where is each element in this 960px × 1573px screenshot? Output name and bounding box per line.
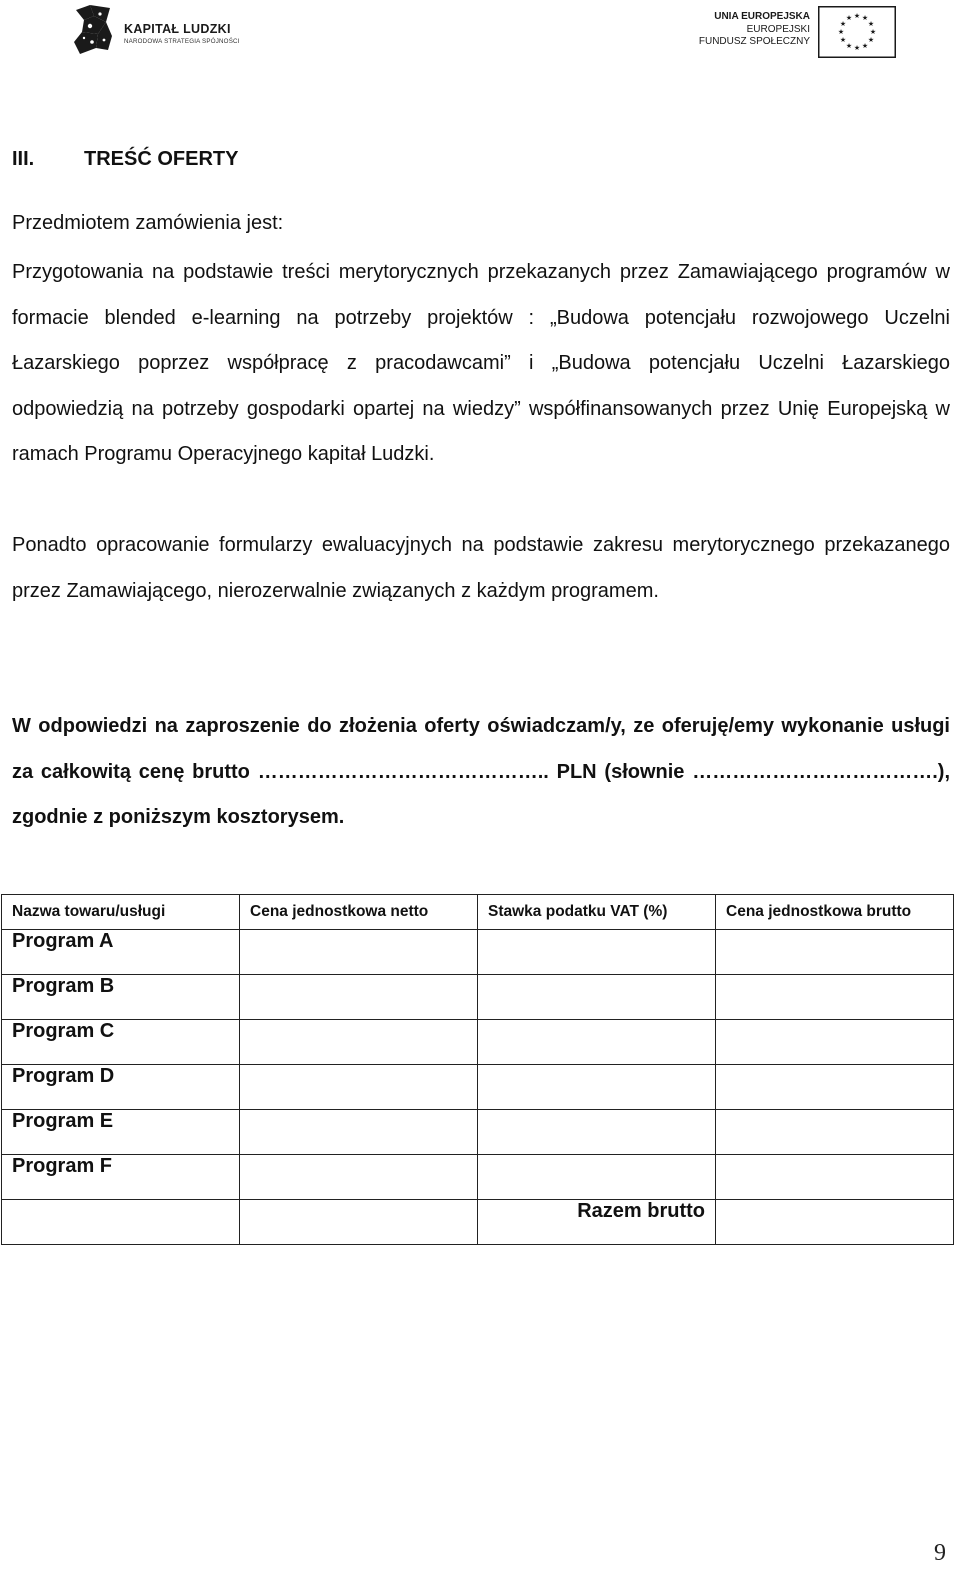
evaluation-paragraph: Ponadto opracowanie formularzy ewaluacyjnych na podstawie zakresu merytorycznego przekazanego przez Zamawiającego, nierozerwalnie związanych z każdym programem. xyxy=(12,534,950,602)
header-vat-rate: Stawka podatku VAT (%) xyxy=(478,895,716,930)
subject-paragraph: Przygotowania na podstawie treści merytorycznych przekazanych przez Zamawiającego programów w formacie blended e-learning na potrzeby projektów : „Budowa potencjału rozwojowego Uczelni Łazarskiego poprzez współpracę z pracodawcami” i „Budowa potencjału Uczelni Łazarskiego odpowiedzią na potrzeby gospodarki opartej na wiedzy” współfinansowanych przez Unię Europejską w ramach Programu Operacyjnego kapitał Ludzki. xyxy=(12,261,950,465)
offer-statement: W odpowiedzi na zaproszenie do złożenia oferty oświadczam/y, ze oferuję/emy wykonanie usługi za całkowitą cenę brutto …………………………………….. PLN (słownie ……………………………….), zgodnie z poniższym kosztorysem. xyxy=(12,715,950,828)
net-price-cell[interactable] xyxy=(240,1155,478,1200)
total-gross-label: Razem brutto xyxy=(478,1200,716,1245)
table-header-row xyxy=(2,895,954,930)
gross-price-cell[interactable] xyxy=(716,1065,954,1110)
eu-logo-line3: FUNDUSZ SPOŁECZNY xyxy=(698,36,810,47)
header-unit-gross-price: Cena jednostkowa brutto xyxy=(716,895,954,930)
gross-price-cell[interactable] xyxy=(716,1110,954,1155)
section-title: TREŚĆ OFERTY xyxy=(84,148,239,170)
net-price-cell[interactable] xyxy=(240,930,478,975)
svg-text:★: ★ xyxy=(853,44,861,52)
svg-text:★: ★ xyxy=(867,20,875,28)
program-name: Program A xyxy=(2,930,240,975)
table-row xyxy=(2,1155,954,1200)
kapital-ludzki-subtitle: NARODOWA STRATEGIA SPÓJNOŚCI xyxy=(124,38,240,45)
subject-label: Przedmiotem zamówienia jest: xyxy=(12,212,284,234)
svg-text:★: ★ xyxy=(845,14,853,22)
gross-price-cell[interactable] xyxy=(716,975,954,1020)
vat-rate-cell[interactable] xyxy=(478,1155,716,1200)
kapital-ludzki-title: KAPITAŁ LUDZKI xyxy=(124,22,231,36)
total-gross-cell[interactable] xyxy=(716,1200,954,1245)
eu-logo-line1: UNIA EUROPEJSKA xyxy=(714,11,810,22)
kapital-ludzki-logo xyxy=(72,2,262,58)
header-service-name: Nazwa towaru/usługi xyxy=(2,895,240,930)
program-name: Program D xyxy=(2,1065,240,1110)
eu-logo-text xyxy=(699,11,810,49)
vat-rate-cell[interactable] xyxy=(478,975,716,1020)
eu-logo-line2: EUROPEJSKI xyxy=(746,23,810,35)
gross-price-cell[interactable] xyxy=(716,1020,954,1065)
vat-rate-cell[interactable] xyxy=(478,1110,716,1155)
total-spacer xyxy=(240,1200,478,1245)
header-unit-net-price: Cena jednostkowa netto xyxy=(240,895,478,930)
net-price-cell[interactable] xyxy=(240,1110,478,1155)
svg-text:★: ★ xyxy=(853,12,861,20)
gross-price-cell[interactable] xyxy=(716,1155,954,1200)
gross-price-cell[interactable] xyxy=(716,930,954,975)
table-row xyxy=(2,1065,954,1110)
total-spacer xyxy=(2,1200,240,1245)
svg-text:★: ★ xyxy=(867,36,875,44)
table-row xyxy=(2,975,954,1020)
net-price-cell[interactable] xyxy=(240,1020,478,1065)
program-name: Program F xyxy=(2,1155,240,1200)
table-row xyxy=(2,930,954,975)
total-row xyxy=(2,1200,954,1245)
eu-flag-icon xyxy=(818,6,896,58)
page-number: 9 xyxy=(934,1540,946,1566)
svg-text:★: ★ xyxy=(845,42,853,50)
svg-text:★: ★ xyxy=(869,28,877,36)
svg-text:★: ★ xyxy=(839,20,847,28)
vat-rate-cell[interactable] xyxy=(478,1020,716,1065)
eu-logo xyxy=(698,2,898,58)
net-price-cell[interactable] xyxy=(240,975,478,1020)
section-number: III. xyxy=(12,148,35,170)
svg-text:★: ★ xyxy=(839,36,847,44)
svg-text:★: ★ xyxy=(861,42,869,50)
program-name: Program E xyxy=(2,1110,240,1155)
net-price-cell[interactable] xyxy=(240,1065,478,1110)
svg-text:★: ★ xyxy=(837,28,845,36)
program-name: Program B xyxy=(2,975,240,1020)
vat-rate-cell[interactable] xyxy=(478,930,716,975)
table-row xyxy=(2,1020,954,1065)
table-row xyxy=(2,1110,954,1155)
cost-estimate-table xyxy=(1,894,954,1245)
program-name: Program C xyxy=(2,1020,240,1065)
svg-text:★: ★ xyxy=(861,14,869,22)
kapital-ludzki-emblem-icon xyxy=(72,2,118,58)
vat-rate-cell[interactable] xyxy=(478,1065,716,1110)
